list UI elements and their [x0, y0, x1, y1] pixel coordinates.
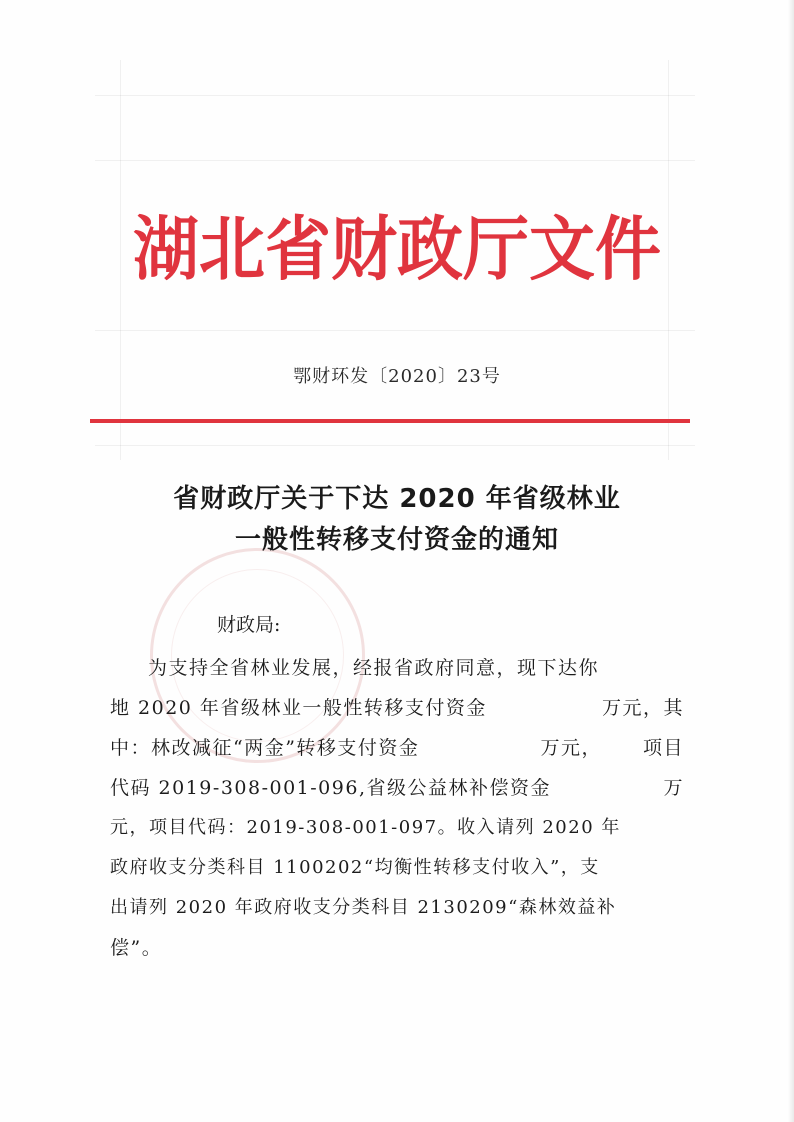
body-line-8-text: 偿”。 — [110, 937, 163, 959]
salutation: 财政局: — [217, 614, 281, 636]
document-number: 鄂财环发〔2020〕23号 — [293, 366, 501, 387]
body-line-3-part-2: 万元， — [540, 737, 602, 759]
body-line-4-part-1: 代码 2019-308-001-096,省级公益林补偿资金 — [110, 777, 551, 799]
bleed-through-line — [95, 95, 695, 96]
body-line-2 — [110, 693, 684, 720]
body-line-3-part-1: 中：林改减征“两金”转移支付资金 — [110, 737, 420, 759]
bleed-through-line — [95, 330, 695, 331]
body-line-2-part-2: 万元，其 — [601, 697, 684, 719]
body-line-4 — [110, 773, 684, 800]
body-line-6-text: 政府收支分类科目 1100202“均衡性转移支付收入”，支 — [110, 857, 600, 878]
body-line-6 — [110, 853, 684, 879]
body-line-3 — [110, 733, 684, 760]
body-line-1-text: 为支持全省林业发展，经报省政府同意，现下达你 — [148, 657, 600, 679]
body-line-4-part-2: 万 — [663, 777, 684, 799]
scan-edge-shadow — [788, 0, 794, 1122]
red-divider-rule — [90, 419, 690, 423]
body-line-1 — [148, 653, 684, 680]
body-line-7-text: 出请列 2020 年政府收支分类科目 2130209“森林效益补 — [110, 897, 617, 918]
body-line-3-part-3: 项目 — [642, 737, 684, 759]
bleed-through-line — [95, 160, 695, 161]
notice-title-line-2: 一般性转移支付资金的通知 — [234, 525, 559, 555]
body-line-7 — [110, 893, 684, 919]
body-line-5 — [110, 813, 684, 839]
body-line-2-part-1: 地 2020 年省级林业一般性转移支付资金 — [110, 697, 487, 719]
notice-title-line-1: 省财政厅关于下达 2020 年省级林业 — [173, 484, 621, 514]
body-line-5-text: 元，项目代码：2019-308-001-097。收入请列 2020 年 — [110, 817, 621, 838]
bleed-through-line — [95, 445, 695, 446]
document-header-title: 湖北省财政厅文件 — [133, 209, 661, 290]
body-line-8 — [110, 933, 684, 960]
